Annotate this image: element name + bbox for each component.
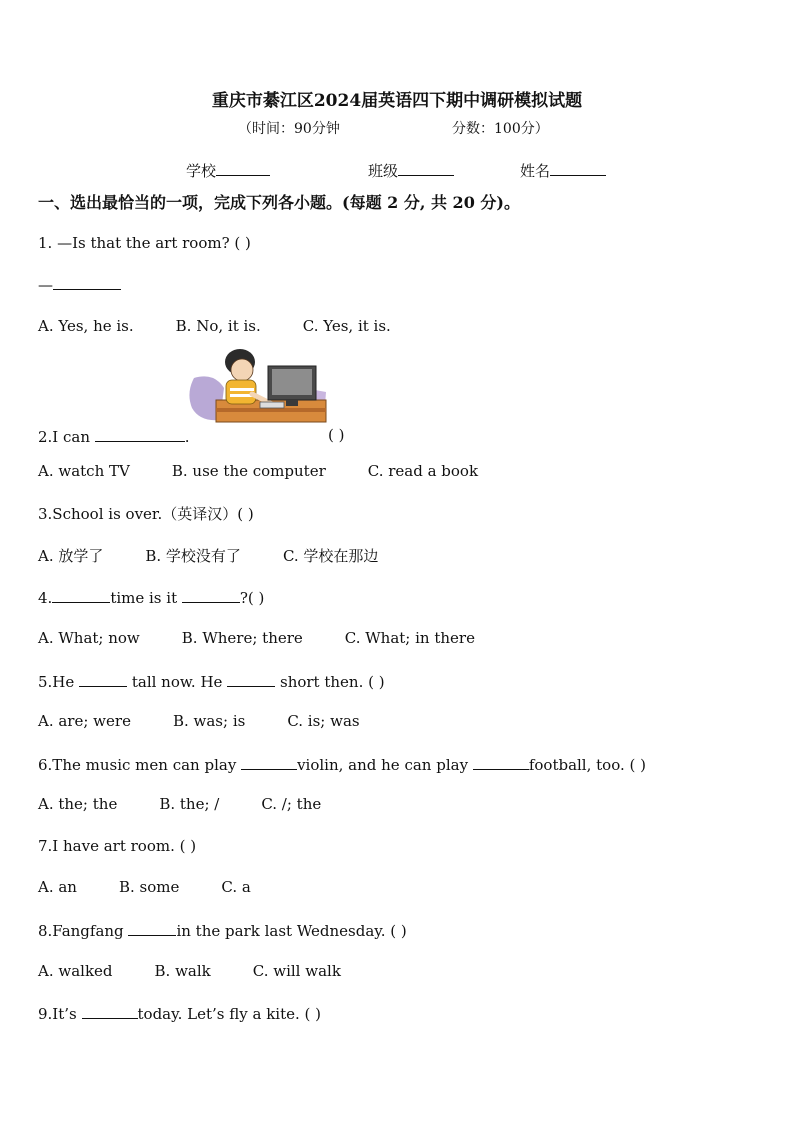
q2-text-a: 2.I can — [38, 428, 91, 446]
answer-blank — [79, 671, 127, 687]
school-label: 学校 — [186, 162, 217, 180]
option-b: B. walk — [154, 962, 211, 980]
question-7-options — [38, 878, 293, 896]
q4-text-b: time is it — [110, 589, 178, 607]
option-c: C. is; was — [287, 712, 360, 730]
name-label: 姓名 — [520, 162, 551, 180]
q8-text-b: in the park last Wednesday. ( ) — [176, 922, 407, 940]
option-b: B. No, it is. — [175, 317, 261, 335]
question-6-options — [38, 795, 363, 813]
option-a: A. watch TV — [38, 462, 130, 480]
question-3-options — [38, 545, 420, 566]
answer-blank — [53, 274, 121, 290]
class-blank — [398, 160, 454, 176]
answer-blank — [241, 754, 297, 770]
q9-text-a: 9.It’s — [38, 1005, 77, 1023]
answer-blank — [473, 754, 529, 770]
q5-text-c: short then. ( ) — [280, 673, 385, 691]
question-8-options — [38, 962, 383, 980]
question-3: 3.School is over.（英译汉）( ) — [38, 505, 254, 523]
question-1-reply — [38, 274, 121, 294]
option-b: B. the; / — [159, 795, 220, 813]
option-a: A. Yes, he is. — [38, 317, 134, 335]
question-4-options — [38, 629, 517, 647]
question-9 — [38, 1003, 321, 1023]
answer-blank — [227, 671, 275, 687]
question-6 — [38, 754, 646, 774]
option-c: C. will walk — [252, 962, 341, 980]
q2-text-b: . — [184, 428, 190, 446]
name-blank — [550, 160, 606, 176]
q6-text-c: football, too. ( ) — [528, 756, 646, 774]
option-b: B. was; is — [172, 712, 246, 730]
option-c: C. read a book — [367, 462, 479, 480]
option-b: B. use the computer — [171, 462, 326, 480]
class-field — [368, 160, 454, 181]
question-2-paren: ( ) — [328, 426, 345, 444]
answer-blank — [82, 1003, 138, 1019]
total-score: 分数：100分） — [452, 121, 549, 137]
option-a: A. are; were — [38, 712, 131, 730]
exam-title: 重庆市綦江区2024届英语四下期中调研模拟试题 — [211, 91, 583, 111]
school-blank — [216, 160, 270, 176]
name-field — [520, 160, 606, 181]
answer-blank — [182, 587, 240, 603]
option-b: B. Where; there — [181, 629, 303, 647]
option-b: B. some — [118, 878, 180, 896]
q4-text-c: ?( ) — [239, 589, 265, 607]
q8-text-a: 8.Fangfang — [38, 922, 124, 940]
question-4 — [38, 587, 264, 607]
question-8 — [38, 920, 407, 940]
option-c: C. 学校在那边 — [282, 547, 379, 565]
question-5 — [38, 671, 385, 691]
option-a: A. What; now — [38, 629, 140, 647]
boy-computer-illustration — [186, 348, 331, 428]
question-2-options — [38, 462, 520, 480]
question-5-options — [38, 712, 402, 730]
reply-dash: — — [38, 276, 53, 294]
class-label: 班级 — [368, 162, 399, 180]
q6-text-a: 6.The music men can play — [38, 756, 237, 774]
question-2 — [38, 426, 190, 446]
question-1-options — [38, 317, 433, 335]
option-a: A. the; the — [38, 795, 118, 813]
option-a: A. walked — [38, 962, 113, 980]
section-heading: 一、选出最恰当的一项，完成下列各小题。(每题 2 分, 共 20 分)。 — [38, 193, 520, 212]
school-field — [186, 160, 270, 181]
answer-blank — [128, 920, 176, 936]
q5-text-a: 5.He — [38, 673, 75, 691]
option-c: C. /; the — [261, 795, 322, 813]
answer-blank — [52, 587, 110, 603]
q4-text-a: 4. — [38, 589, 53, 607]
question-1: 1. —Is that the art room? ( ) — [38, 234, 251, 252]
option-c: C. Yes, it is. — [302, 317, 391, 335]
option-a: A. 放学了 — [38, 547, 104, 565]
option-a: A. an — [38, 878, 77, 896]
question-7: 7.I have art room. ( ) — [38, 837, 197, 855]
time-limit: （时间：90分钟 — [238, 121, 340, 137]
option-c: C. a — [221, 878, 251, 896]
q9-text-b: today. Let’s fly a kite. ( ) — [137, 1005, 321, 1023]
q6-text-b: violin, and he can play — [297, 756, 469, 774]
option-b: B. 学校没有了 — [145, 547, 241, 565]
answer-blank — [95, 426, 185, 442]
option-c: C. What; in there — [344, 629, 475, 647]
q5-text-b: tall now. He — [131, 673, 223, 691]
